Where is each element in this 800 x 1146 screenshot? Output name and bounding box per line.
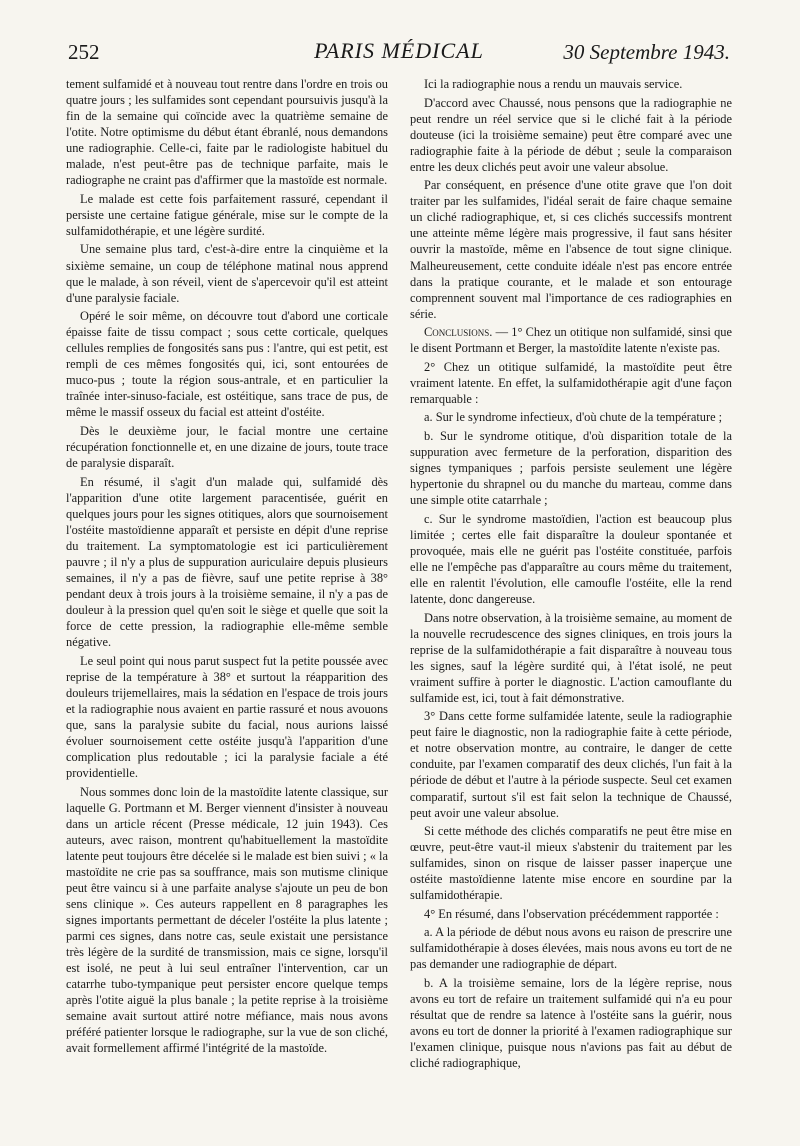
right-column [410,76,732,1074]
paragraph: c. Sur le syndrome mastoïdien, l'action est beaucoup plus limitée ; certes elle fait disparaître la douleur spontanée et provoquée, mais elle ne guérit pas l'ostéite constituée, parfois elle ne l'empêche pas d'apparaître au cours même du traitement, elle en ralentit l'évolution, elle camoufle l'ostéite, elle la rend latente, donc dangereuse. [410,511,732,606]
paragraph: En résumé, il s'agit d'un malade qui, sulfamidé dès l'apparition d'une otite largement paracentisée, guérit en quelques jours pour les signes otitiques, alors que sournoisement l'ostéite mastoïdienne apparaît et persiste en dépit d'une reprise du traitement. La symptomatologie est ici particulièrement pauvre ; il n'y a plus de suppuration auriculaire depuis plusieurs semaines, il n'y a pas de fièvre, sauf une petite reprise à 38° pendant deux à trois jours à la troisième semaine, il n'y a pas de douleur à la pression quel qu'en soit le siège et quelle que soit la force de cette pression, la radiographie elle-même semble négative. [66,474,388,650]
paragraph: b. Sur le syndrome otitique, d'où disparition totale de la suppuration avec fermeture de la perforation, disparition des signes tympaniques ; parfois persiste seulement une légère hypertonie du shrapnel ou du manche du marteau, comme dans une simple otite catarrhale ; [410,428,732,508]
issue-date: 30 Septembre 1943. [563,40,730,64]
paragraph: Si cette méthode des clichés comparatifs ne peut être mise en œuvre, peut-être vaut-il mieux s'abstenir du traitement par les sulfamides, sinon on risque de laisser passer inaperçue une ostéite mastoïdienne latente mise encore en sourdine par la sulfamidothérapie. [410,824,732,903]
paragraph: 2° Chez un otitique sulfamidé, la mastoïdite peut être vraiment latente. En effet, la sulfamidothérapie agit d'une façon remarquable : [410,359,732,406]
paragraph: 3° Dans cette forme sulfamidée latente, seule la radiographie peut faire le diagnostic, non la radiographie faite à cette période, et notre observation montre, au contraire, le danger de cette conduite, par l'examen comparatif des deux clichés, l'un fait à la période de début et l'autre à la période suspecte. Seul cet examen comparatif, surtout s'il est fait selon la technique de Chaussé, peut avoir une valeur absolue. [410,709,732,820]
paragraph: Dans notre observation, à la troisième semaine, au moment de la nouvelle recrudescence des signes cliniques, en trois jours la reprise de la sulfamidothérapie a fait disparaître à nouveau tous les signes, sauf la légère surdité qui, à l'état isolé, ne peut vraiment suffire à porter le diagnostic. L'action camouflante du sulfamide est, ici, tout à fait démonstrative. [410,610,732,705]
paragraph: a. A la période de début nous avons eu raison de prescrire une sulfamidothérapie à doses élevées, mais nous avons eu tort de ne pas demander une radiographie de départ. [410,925,732,972]
paragraph: tement sulfamidé et à nouveau tout rentre dans l'ordre en trois ou quatre jours ; les sulfamides sont cependant poursuivis jusqu'à la fin de la semaine qui coïncide avec la quatrième semaine de l'otite. Notre optimisme du début étant ébranlé, nous demandons une radiographie. Celle-ci, faite par le radiologiste habituel du malade, n'est peut-être pas de technique parfaite, mais le radiographe ne craint pas d'affirmer que la mastoïde est normale. [66,77,388,188]
page-number: 252 [68,40,100,64]
paragraph: Dès le deuxième jour, le facial montre une certaine récupération fonctionnelle et, en une dizaine de jours, toute trace de paralysie disparaît. [66,423,388,471]
conclusions-paragraph: Conclusions. — 1° Chez un otitique non sulfamidé, sinsi que le disent Portmann et Berger, la mastoïdite latente n'existe pas. [410,325,732,356]
journal-title: PARIS MÉDICAL [314,38,484,63]
paragraph: Ici la radiographie nous a rendu un mauvais service. [424,77,683,91]
paragraph: a. Sur le syndrome infectieux, d'où chute de la température ; [424,410,723,425]
paragraph: Le seul point qui nous parut suspect fut la petite poussée avec reprise de la température à 38° et surtout la réapparition des douleurs trijemellaires, mais la sédation en l'espace de trois jours et la radiographie nous avaient en partie rassuré et nous avouons que, sans la paralysie subite du facial, nous aurions laissé évoluer sournoisement cette ostéite jusqu'à l'apparition d'une complication plus redoutable ; ici la paralysie faciale a été providentielle. [66,653,388,780]
paragraph: D'accord avec Chaussé, nous pensons que la radiographie ne peut rendre un réel service que si le cliché fait à la période douteuse (ici la troisième semaine) peut être comparé avec une radiographie faite à la période de début ; seule la comparaison entre les deux clichés peut avoir une valeur absolue. [410,95,732,174]
paragraph: Nous sommes donc loin de la mastoïdite latente classique, sur laquelle G. Portmann et M. Berger viennent d'insister à nouveau dans un article récent (Presse médicale, 12 juin 1943). Ces auteurs, avec raison, montrent qu'habituellement la mastoïdite latente peut toujours être décelée si le malade est bien suivi ; « la mastoïdite ne crie pas sa souffrance, mais son mutisme clinique peut être vaincu si à une parfaite analyse s'ajoute un peu de bon sens clinique ». Ces auteurs rappellent en 8 paragraphes les signes importants permettant de déceler l'ostéite la plus latente ; parmi ces signes, dans notre cas, seule existait une persistance très légère de la surdité de transmission, mais ce signe, lorsqu'il est isolé, ne peut à lui seul entraîner l'intervention, car un catarrhe tubo-tympanique peut persister encore quelque temps après l'otite aiguë la plus banale ; la petite reprise à la troisième semaine avait surtout attiré notre méfiance, mais nous avons préféré patienter lorsque le radiographe, sur la vue de son cliché, avait formellement affirmé l'intégrité de la mastoïde. [66,784,388,1056]
paragraph: 4° En résumé, dans l'observation précédemment rapportée : [424,906,719,921]
left-column [66,76,388,1059]
paragraph: Par conséquent, en présence d'une otite grave que l'on doit traiter par les sulfamides, l'idéal serait de faire chaque semaine un cliché radiographique, et, si ces clichés successifs montrent une atteinte même légère mais progressive, il faut sans hésiter ouvrir la mastoïde, même en l'absence de tout signe clinique. Malheureusement, cette conduite idéale n'est pas encore entrée dans la pratique courante, et le malade et son entourage comprennent souvent mal l'importance de ces radiographies en série. [410,178,732,321]
paragraph: Une semaine plus tard, c'est-à-dire entre la cinquième et la sixième semaine, un coup de téléphone matinal nous apprend que le malade, à son réveil, vient de s'apercevoir qu'il est atteint d'une paralysie faciale. [66,242,388,305]
page-header [68,38,730,68]
paragraph: Le malade est cette fois parfaitement rassuré, cependant il persiste une certaine fatigue générale, mise sur le compte de la sulfamidothérapie, et une légère surdité. [66,191,388,238]
paragraph: Opéré le soir même, on découvre tout d'abord une corticale épaisse faite de tissu compact ; sous cette corticale, quelques cellules remplies de fongosités sans pus : l'antre, qui est petit, est rempli de ces mêmes fongosités qui, ici, sont entourées de muco-pus ; toute la région sous-antrale, et en particulier la traînée inter-sinuso-faciale, est ostéitique, sans trace de pus, de même le massif osseux du facial est atteint d'ostéite. [66,309,388,420]
paragraph: b. A la troisième semaine, lors de la légère reprise, nous avons eu tort de refaire un traitement sulfamidé qui n'a eu pour résultat que de rendre sa latence à l'ostéite sans la guérir, nous avons eu tort de donner la priorité à l'examen radiographique sur l'examen clinique, puisque nous n'avions pas fait au début de cliché radiographique, [410,976,732,1071]
